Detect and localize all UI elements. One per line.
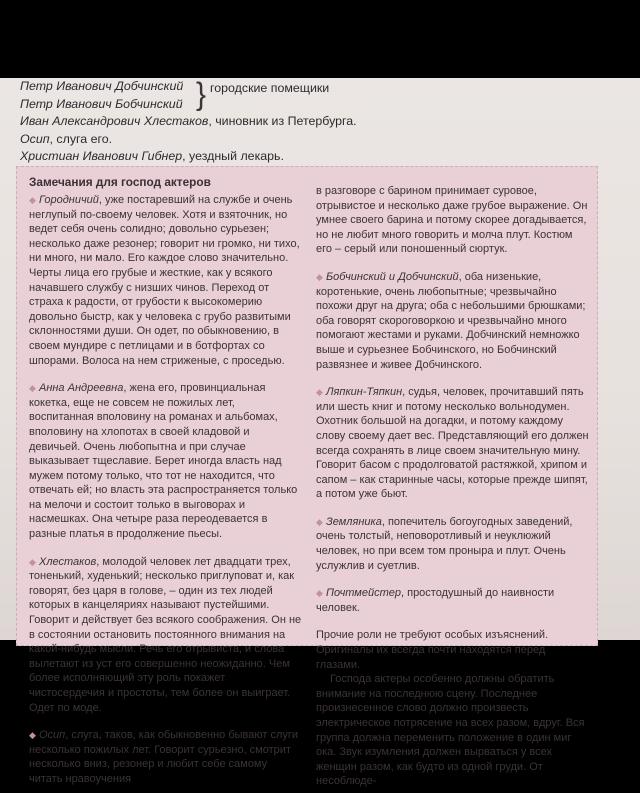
notes-right-column [316, 184, 589, 789]
character-note [29, 728, 302, 786]
character-desc: , попечитель богоугодных заведений, очень толстый, неповоротливый и неуклюжий человек, но при всем том проныра и плут. Очень услужлив и суетлив. [316, 515, 573, 572]
character-name: Почтмейстер [325, 587, 401, 600]
cast-line [20, 148, 620, 166]
cast-name: Христиан Иванович Гибнер [20, 149, 183, 163]
character-note [316, 586, 589, 615]
bullet-icon: ◆ [29, 383, 36, 394]
notes-left-column [29, 193, 302, 793]
character-name: Городничий [38, 194, 99, 206]
bullet-icon: ◆ [29, 556, 36, 567]
character-name: Земляника [325, 515, 382, 528]
character-name: Анна Андреевна [38, 382, 124, 395]
bullet-icon: ◆ [316, 387, 323, 398]
group-label: городские помещики [210, 81, 330, 95]
bullet-icon: ◆ [316, 588, 323, 599]
cast-name: Петр Иванович Бобчинский [20, 96, 183, 111]
bullet-icon: ◆ [29, 730, 36, 741]
cast-desc: , уездный лекарь. [182, 149, 284, 163]
character-desc: , уже постаревший на службе и очень неглупый по-своему человек. Хотя и взяточник, но ведет себя очень солидно; довольно сурьезен; несколько даже резонер; говорит ни громко, ни тихо, ни много, ни мало. Его каждое слово значительно. Черты лица его грубые и жесткие, как у всякого начавшего службу с низших чинов. Переход от страха к радости, от грубости к высокомерию довольно быстр, как у человека с грубо развитыми склонностями души. Он одет, по обыкновению, в своем мундире с петлицами и в ботфортах со шпорами. Волоса на нем стриженые, с проседью. [29, 194, 300, 367]
cast-name: Иван Александрович Хлестаков [20, 114, 209, 128]
bullet-icon: ◆ [29, 195, 36, 205]
cast-name: Петр Иванович Добчинский [20, 79, 184, 93]
brace-icon: } [196, 77, 207, 112]
character-name: Бобчинский и Добчинский [325, 270, 459, 283]
cast-desc: , чиновник из Петербурга. [208, 114, 357, 128]
character-desc: , судья, человек, прочитавший пять или шесть книг и потому несколько вольнодумен. Охотник большой на догадки, и потому каждому слову своему дает вес. Представляющий его должен всегда сохранять в лице своем значительную мину. Говорит басом с продолговатой растяжкой, хрипом и сапом – как старинные часы, которые прежде шипят, а потом уже бьют. [316, 386, 589, 501]
cast-line [20, 96, 620, 114]
notes-title: Замечания для господ актеров [29, 175, 211, 189]
character-name: Хлестаков [38, 555, 97, 568]
character-note [29, 381, 302, 542]
cast-list [20, 78, 620, 166]
character-desc: , жена его, провинциальная кокетка, еще не совсем не пожилых лет, воспитанная вполовину на романах и альбомах, вполовину на хлопотах в своей кладовой и девичьей. Очень любопытна и при случае выказывает тщеславие. Берет иногда власть над мужем потому только, что тот не находится, что отвечать ей; но власть эта распространяется только на мелочи и состоит только в выговорах и насмешках. Она четыре раза переодевается в разные платья в продолжение пьесы. [29, 382, 298, 541]
character-name: Ляпкин-Тяпкин [325, 386, 403, 399]
character-note [29, 555, 302, 716]
bullet-icon: ◆ [316, 516, 323, 527]
closing-paragraph: Прочие роли не требуют особых изъяснений. Оригиналы их всегда почти находятся перед глазами. [316, 629, 549, 671]
cast-line [20, 131, 620, 149]
closing-paragraph: Господа актеры особенно должны обратить внимание на последнюю сцену. Последнее произнесенное слово должно произвесть электрическое потрясение на всех разом, вдруг. Вся группа должна переменить положение в один миг ока. Звук изумления должен вырваться у всех женщин разом, как будто из одной груди. От несоблюде- [316, 673, 585, 788]
character-note [29, 193, 302, 368]
character-note [316, 385, 589, 502]
character-desc: , слуга, таков, как обыкновенно бывают слуги несколько пожилых лет. Говорит сурьезно, смотрит несколько вниз, резонер и любит себе самому читать нравоучения [29, 729, 299, 785]
character-desc: , простодушный до наивности человек. [316, 587, 555, 614]
character-note [316, 515, 589, 573]
cast-desc: , слуга его. [49, 131, 113, 146]
cast-line [20, 113, 620, 131]
character-name: Осип [38, 729, 66, 742]
cast-name: Осип [20, 131, 50, 146]
bullet-icon: ◆ [316, 271, 323, 282]
actor-notes-box [16, 166, 598, 788]
character-desc: , оба низенькие, коротенькие, очень любопытные; чрезвычайно похожи друг на друга; оба с небольшими брюшками; оба говорят скороговоркою и чрезвычайно много помогают жестами и руками. Добчинский немножко выше и сурьезнее Бобчинского, но Бобчинский развязнее и живее Добчинского. [316, 270, 586, 371]
character-desc: , молодой человек лет двадцати трех, тоненький, худенький; несколько приглуповат и, как говорят, без царя в голове, – один из тех людей которых в канцеляриях называют пустейшими. Говорит и действует без всякого соображения. Он не в состоянии остановить постоянного внимания на какой-нибудь мысли. Речь его отрывиста, и слова вылетают из уст его совершенно неожиданно. Чем более исполняющий эту роль покажет чистосердечия и простоты, тем более он выиграет. Одет по моде. [29, 555, 302, 714]
continued-note: в разговоре с барином принимает суровое, отрывистое и несколько даже грубое выражение. Он умнее своего барина и потому скорее догадывается, но не любит много говорить и молча плут. Костюм его – серый или поношенный сюртук. [316, 185, 588, 256]
book-page [0, 77, 640, 788]
character-note [316, 270, 589, 372]
